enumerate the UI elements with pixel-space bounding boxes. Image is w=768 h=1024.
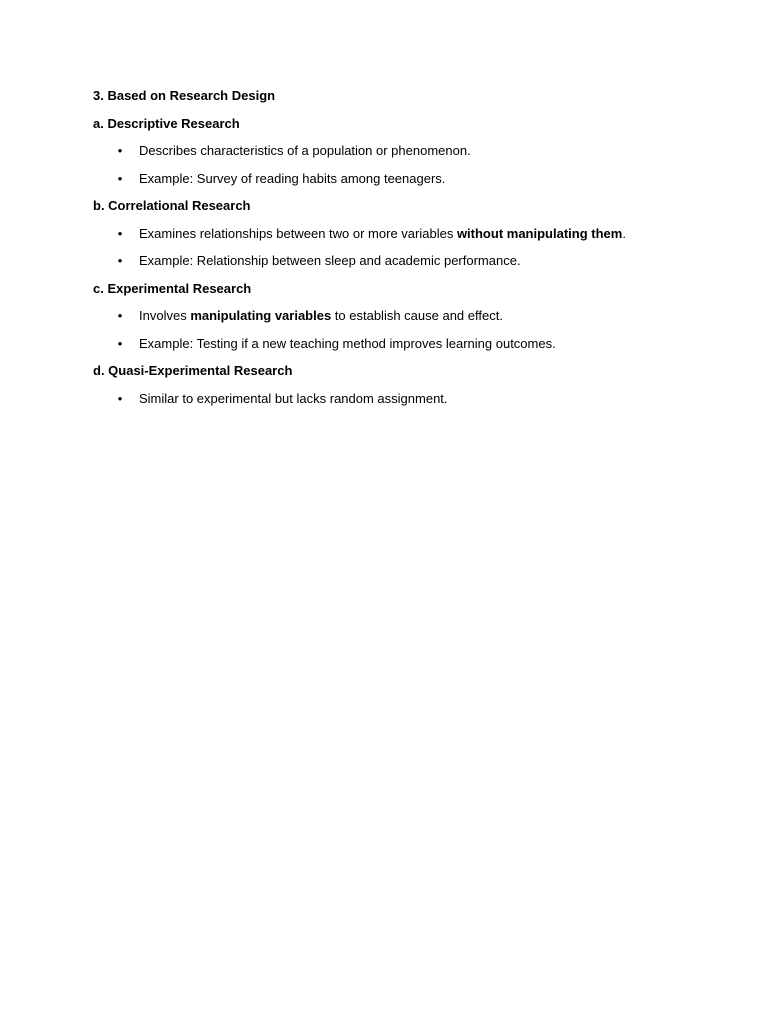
bullet-dot-icon: •	[117, 143, 123, 158]
bullet-dot-icon: •	[117, 335, 123, 351]
subsections-container	[93, 115, 693, 407]
bullet-text: Example: Relationship between sleep and academic performance.	[139, 253, 521, 268]
list-item	[93, 142, 693, 159]
bullet-text: Example: Survey of reading habits among teenagers.	[139, 170, 446, 186]
bullet-dot-icon: •	[117, 225, 123, 241]
bullet-list	[93, 142, 693, 187]
bullet-list	[93, 307, 693, 352]
bullet-text: .	[622, 225, 626, 241]
subsection-title: a. Descriptive Research	[93, 115, 240, 131]
list-item	[93, 225, 693, 242]
bullet-dot-icon: •	[117, 253, 123, 268]
bullet-text: Describes characteristics of a population or phenomenon.	[139, 143, 471, 158]
list-item	[93, 252, 693, 269]
subsection-title: b. Correlational Research	[93, 198, 251, 213]
bullet-text: Examines relationships between two or more variables	[139, 225, 457, 241]
bullet-dot-icon: •	[117, 390, 123, 406]
list-item	[93, 170, 693, 187]
bullet-text: to establish cause and effect.	[331, 308, 503, 323]
section-title: 3. Based on Research Design	[93, 88, 276, 103]
list-item	[93, 335, 693, 352]
bullet-text: Example: Testing if a new teaching method improves learning outcomes.	[139, 335, 556, 351]
list-item	[93, 390, 693, 407]
bullet-dot-icon: •	[117, 308, 123, 323]
bullet-list	[93, 390, 693, 407]
bullet-text-bold: without manipulating them	[456, 225, 623, 241]
subsection-title: c. Experimental Research	[93, 280, 252, 296]
subsection-title: d. Quasi-Experimental Research	[93, 363, 293, 378]
bullet-list	[93, 225, 693, 270]
bullet-text: Involves	[139, 308, 191, 323]
list-item	[93, 307, 693, 324]
bullet-text-bold: manipulating variables	[190, 308, 332, 323]
document-content	[93, 87, 693, 417]
bullet-dot-icon: •	[117, 170, 123, 186]
bullet-text: Similar to experimental but lacks random assignment.	[139, 390, 448, 406]
